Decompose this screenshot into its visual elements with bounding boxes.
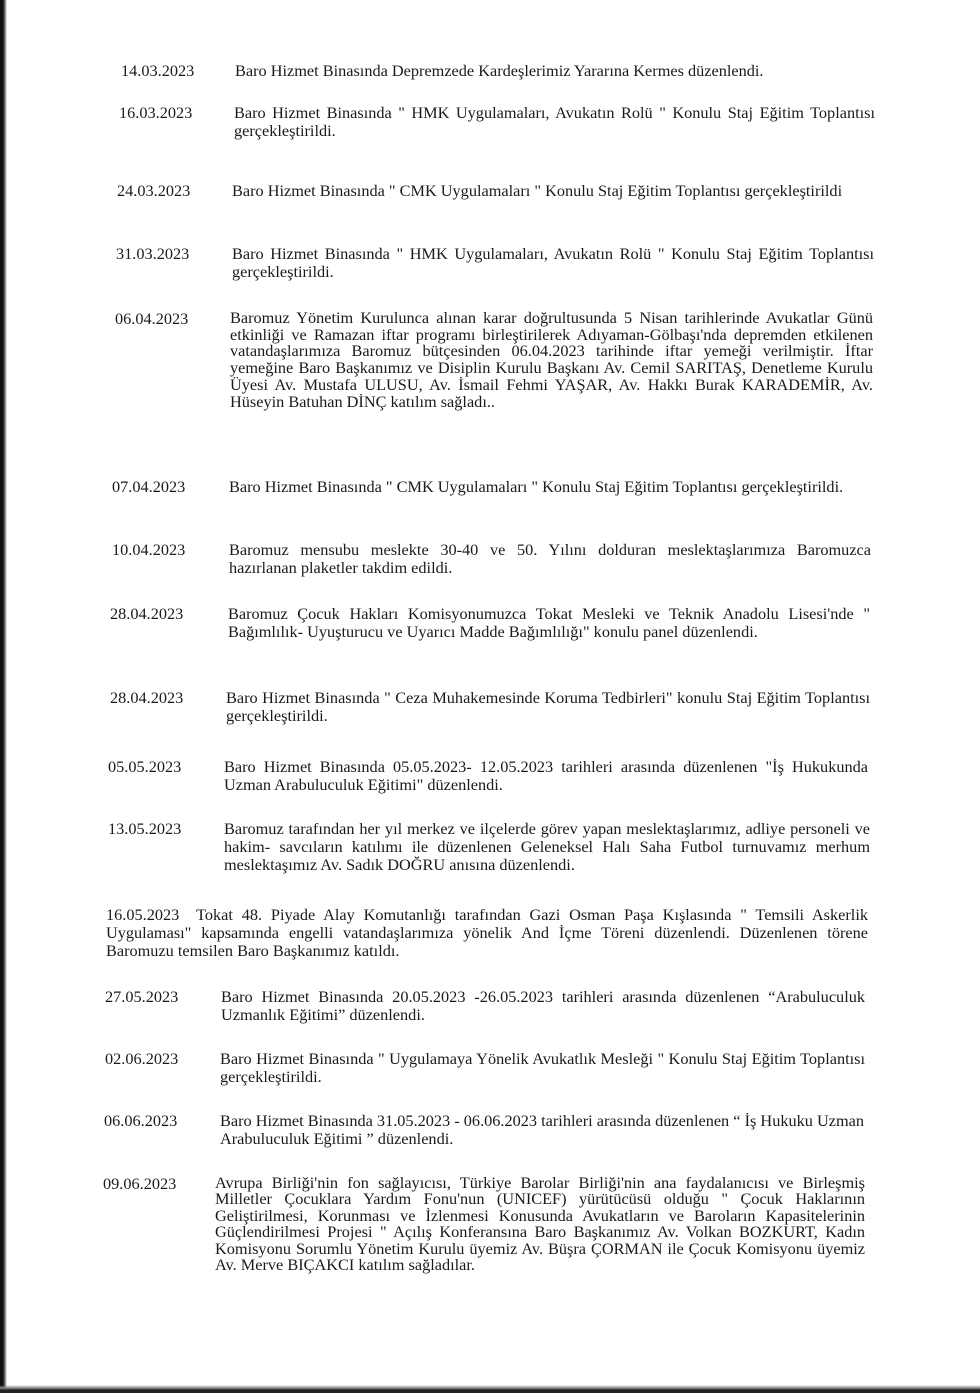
entry-date: 16.03.2023 — [119, 103, 193, 122]
entry-date: 28.04.2023 — [110, 604, 184, 623]
entry-text: Baro Hizmet Binasında 20.05.2023 -26.05.2023 tarihleri arasında düzenlenen “Arabuluculuk Uzmanlık Eğitimi” düzenlendi. — [221, 987, 865, 1024]
entry-date: 06.04.2023 — [115, 309, 189, 328]
entry-date: 27.05.2023 — [105, 987, 179, 1006]
entry-text: Baro Hizmet Binasında " Uygulamaya Yönelik Avukatlık Mesleği " Konulu Staj Eğitim Toplantısı gerçekleştirildi. — [220, 1049, 865, 1086]
entry-date: 28.04.2023 — [110, 688, 184, 707]
entry-date: 13.05.2023 — [108, 819, 182, 838]
entry-text: Baro Hizmet Binasında 05.05.2023- 12.05.2023 tarihleri arasında düzenlenen "İş Hukukunda Uzman Arabuluculuk Eğitimi" düzenlendi. — [224, 757, 868, 794]
activity-entry — [106, 906, 868, 960]
entry-text: Baro Hizmet Binasında 31.05.2023 - 06.06.2023 tarihleri arasında düzenlenen “ İş Hukuku Uzman Arabuluculuk Eğitimi ” düzenlendi. — [220, 1111, 864, 1148]
entry-text: Baro Hizmet Binasında " HMK Uygulamaları, Avukatın Rolü " Konulu Staj Eğitim Toplantısı gerçekleştirildi. — [234, 103, 875, 140]
entry-text: Baro Hizmet Binasında " CMK Uygulamaları " Konulu Staj Eğitim Toplantısı gerçekleştirildi. — [229, 477, 844, 496]
entry-text: Baromuz tarafından her yıl merkez ve ilçelerde görev yapan meslektaşlarımız, adliye personeli ve hakim- savcıların katılımı ile düzenlenen Geleneksel Halı Saha Futbol turnuvamız merhum meslektaşımız Av. Sadık DOĞRU anısına düzenlendi. — [224, 819, 870, 874]
entry-date: 14.03.2023 — [121, 61, 195, 80]
entry-date: 16.05.2023 — [106, 905, 180, 924]
entry-date: 07.04.2023 — [112, 477, 186, 496]
entry-date: 02.06.2023 — [105, 1049, 179, 1068]
entry-text: Baromuz Çocuk Hakları Komisyonumuzca Tokat Mesleki ve Teknik Anadolu Lisesi'nde " Bağımlılık- Uyuşturucu ve Uyarıcı Madde Bağımlılığı" konulu panel düzenlendi. — [228, 604, 870, 641]
scan-edge-bottom — [0, 1385, 980, 1393]
scan-edge-left — [0, 0, 7, 1393]
entry-text: Baro Hizmet Binasında " Ceza Muhakemesinde Koruma Tedbirleri" konulu Staj Eğitim Toplantısı gerçekleştirildi. — [226, 688, 870, 725]
entry-text: Baro Hizmet Binasında " CMK Uygulamaları " Konulu Staj Eğitim Toplantısı gerçekleştirildi — [232, 181, 843, 200]
entry-text: Baromuz mensubu meslekte 30-40 ve 50. Yılını dolduran meslektaşlarımıza Baromuzca hazırlanan plaketler takdim edildi. — [229, 540, 871, 577]
entry-date: 24.03.2023 — [117, 181, 191, 200]
entry-date: 31.03.2023 — [116, 244, 190, 263]
entry-date: 06.06.2023 — [104, 1111, 178, 1130]
entry-date: 05.05.2023 — [108, 757, 182, 776]
entry-text: Baro Hizmet Binasında Depremzede Kardeşlerimiz Yararına Kermes düzenlendi. — [235, 61, 764, 80]
entry-text: Baromuz Yönetim Kurulunca alınan karar doğrultusunda 5 Nisan tarihlerinde Avukatlar Günü etkinliği ve Ramazan iftar programı birleştirilerek Adıyaman-Gölbaşı'nda depremden etkilenen vatandaşlarımıza Baromuz bütçesinden 06.04.2023 tarihinde iftar yemeği verilmiştir. İftar yemeğine Baro Başkanımız ve Disiplin Kurulu Başkanı Av. Cemil SARITAŞ, Denetleme Kurulu Üyesi Av. Mustafa ULUSU, Av. İsmail Fehmi YAŞAR, Av. Hakkı Burak KARADEMİR, Av. Hüseyin Batuhan DİNÇ katılım sağladı.. — [230, 308, 873, 411]
entry-text: Baro Hizmet Binasında " HMK Uygulamaları, Avukatın Rolü " Konulu Staj Eğitim Toplantısı gerçekleştirildi. — [232, 244, 874, 281]
entry-date: 09.06.2023 — [103, 1174, 177, 1193]
entry-date: 10.04.2023 — [112, 540, 186, 559]
entry-text: Avrupa Birliği'nin fon sağlayıcısı, Türkiye Barolar Birliği'nin ana faydalanıcısı ve Birleşmiş Milletler Çocuklara Yardım Fonu'nun (UNICEF) yürütücüsü olduğu " Çocuk Haklarının Geliştirilmesi, Korunması ve İzlenmesi Konusunda Avukatların ve Baroların Kapasitelerinin Güçlendirilmesi Projesi " Açılış Konferansına Baro Başkanımız Av. Volkan BOZKURT, Kadın Komisyonu Sorumlu Yönetim Kurulu üyemiz Av. Büşra ÇORMAN ile Çocuk Komisyonu üyemiz Av. Merve BIÇAKCI katılım sağladılar. — [215, 1173, 865, 1275]
entry-text: Tokat 48. Piyade Alay Komutanlığı tarafından Gazi Osman Paşa Kışlasında " Temsili Askerlik Uygulaması" kapsamında engelli vatandaşlarımıza yönelik And İçme Töreni düzenlendi. Düzenlenen törene Baromuzu temsilen Baro Başkanımız katıldı. — [106, 905, 868, 960]
